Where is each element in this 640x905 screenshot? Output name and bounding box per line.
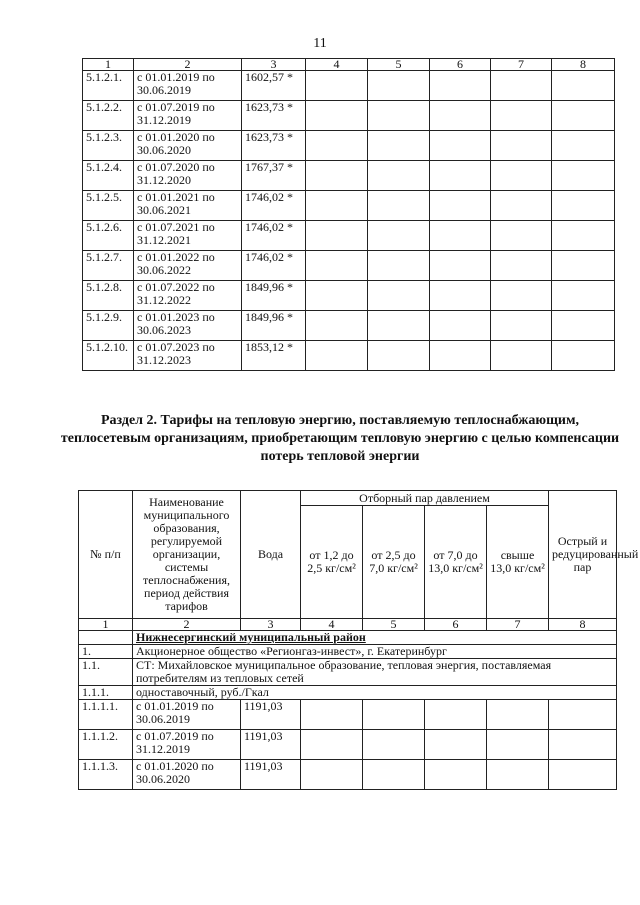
col-number: 8: [552, 59, 615, 71]
table-row: [83, 191, 615, 221]
empty-cell: [430, 161, 491, 191]
empty-cell: [491, 221, 552, 251]
empty-cell: [368, 341, 430, 371]
empty-cell: [552, 251, 615, 281]
row-value: 1191,03: [241, 700, 301, 730]
row-id: 1.1.1.3.: [79, 760, 133, 790]
empty-cell: [301, 760, 363, 790]
system-id: 1.1.: [79, 659, 133, 686]
column-number-row: [83, 59, 615, 71]
header-sharp-steam: Острый и редуцированный пар: [549, 491, 617, 619]
empty-cell: [487, 760, 549, 790]
empty-cell: [425, 700, 487, 730]
empty-cell: [430, 251, 491, 281]
empty-cell: [552, 221, 615, 251]
empty-cell: [552, 281, 615, 311]
row-id: 5.1.2.1.: [83, 71, 134, 101]
page-number: 11: [313, 36, 327, 51]
empty-cell: [430, 281, 491, 311]
empty-cell: [363, 760, 425, 790]
empty-cell: [430, 101, 491, 131]
row-period: с 01.01.2019 по 30.06.2019: [133, 700, 241, 730]
row-period: с 01.07.2021 по 31.12.2021: [134, 221, 242, 251]
row-period: с 01.07.2020 по 31.12.2020: [134, 161, 242, 191]
empty-cell: [363, 730, 425, 760]
header-name: Наименование муниципального образования, регулируемой организации, системы теплоснабжения, период действия тарифов: [133, 491, 241, 619]
table-row: [83, 221, 615, 251]
system-name: СТ: Михайловское муниципальное образование, тепловая энергия, поставляемая потребителям из тепловых сетей: [133, 659, 617, 686]
table-row: [83, 311, 615, 341]
empty-cell: [368, 161, 430, 191]
row-value: 1746,02 *: [242, 251, 306, 281]
col-number: 1: [79, 619, 133, 631]
empty-cell: [430, 341, 491, 371]
header-steam-4: свыше 13,0 кг/см²: [487, 506, 549, 619]
row-id: 5.1.2.7.: [83, 251, 134, 281]
empty-cell: [306, 71, 368, 101]
row-period: с 01.01.2020 по 30.06.2020: [134, 131, 242, 161]
org-name: Акционерное общество «Регионгаз-инвест», г. Екатеринбург: [133, 645, 617, 659]
empty-cell: [306, 221, 368, 251]
row-period: с 01.01.2022 по 30.06.2022: [134, 251, 242, 281]
row-value: 1849,96 *: [242, 311, 306, 341]
row-id: 1.1.1.1.: [79, 700, 133, 730]
col-number: 8: [549, 619, 617, 631]
empty-cell: [487, 700, 549, 730]
table-row: [83, 251, 615, 281]
empty-cell: [491, 71, 552, 101]
row-period: с 01.07.2022 по 31.12.2022: [134, 281, 242, 311]
empty-cell: [368, 101, 430, 131]
row-period: с 01.07.2019 по 31.12.2019: [134, 101, 242, 131]
row-period: с 01.01.2019 по 30.06.2019: [134, 71, 242, 101]
tariff-table-continued: [82, 58, 615, 371]
col-number: 1: [83, 59, 134, 71]
header-steam-group: Отборный пар давлением: [301, 491, 549, 506]
col-number: 2: [133, 619, 241, 631]
row-id: 1.1.1.2.: [79, 730, 133, 760]
col-number: 3: [242, 59, 306, 71]
table-row: [83, 341, 615, 371]
table-row: [83, 281, 615, 311]
column-number-row: [79, 619, 617, 631]
empty-cell: [368, 251, 430, 281]
empty-cell: [430, 221, 491, 251]
row-id: 5.1.2.3.: [83, 131, 134, 161]
row-period: с 01.07.2019 по 31.12.2019: [133, 730, 241, 760]
col-number: 7: [491, 59, 552, 71]
empty-cell: [368, 191, 430, 221]
empty-cell: [491, 281, 552, 311]
row-id: 5.1.2.8.: [83, 281, 134, 311]
empty-cell: [491, 251, 552, 281]
district-name: Нижнесергинский муниципальный район: [133, 631, 617, 645]
empty-cell: [368, 221, 430, 251]
empty-cell: [306, 191, 368, 221]
empty-cell: [430, 311, 491, 341]
row-period: с 01.01.2023 по 30.06.2023: [134, 311, 242, 341]
row-period: с 01.07.2023 по 31.12.2023: [134, 341, 242, 371]
row-value: 1191,03: [241, 760, 301, 790]
empty-cell: [425, 760, 487, 790]
empty-cell: [301, 730, 363, 760]
empty-cell: [430, 191, 491, 221]
empty-cell: [368, 131, 430, 161]
empty-cell: [306, 251, 368, 281]
empty-cell: [306, 341, 368, 371]
row-id: 5.1.2.9.: [83, 311, 134, 341]
table-row: [83, 101, 615, 131]
table-row: [83, 71, 615, 101]
empty-cell: [552, 71, 615, 101]
col-number: 5: [363, 619, 425, 631]
col-number: 6: [430, 59, 491, 71]
row-value: 1767,37 *: [242, 161, 306, 191]
table-row: [83, 131, 615, 161]
col-number: 5: [368, 59, 430, 71]
table-row: [79, 760, 617, 790]
table-row: [79, 700, 617, 730]
empty-cell: [491, 311, 552, 341]
empty-cell: [306, 161, 368, 191]
empty-cell: [491, 191, 552, 221]
header-num: № п/п: [79, 491, 133, 619]
empty-cell: [491, 161, 552, 191]
empty-cell: [552, 341, 615, 371]
row-value: 1623,73 *: [242, 101, 306, 131]
empty-cell: [552, 161, 615, 191]
row-id: 5.1.2.4.: [83, 161, 134, 191]
row-period: с 01.01.2021 по 30.06.2021: [134, 191, 242, 221]
row-value: 1191,03: [241, 730, 301, 760]
empty-cell: [491, 131, 552, 161]
empty-cell: [368, 71, 430, 101]
row-value: 1746,02 *: [242, 191, 306, 221]
empty-cell: [491, 101, 552, 131]
empty-cell: [487, 730, 549, 760]
header-steam-2: от 2,5 до 7,0 кг/см²: [363, 506, 425, 619]
row-id: 5.1.2.5.: [83, 191, 134, 221]
empty-cell: [552, 311, 615, 341]
table-row: [83, 161, 615, 191]
empty-cell: [552, 101, 615, 131]
section-2-title: Раздел 2. Тарифы на тепловую энергию, поставляемую теплоснабжающим, теплосетевым организациям, приобретающим тепловую энергию с целью компенсации потерь тепловой энергии: [60, 413, 620, 464]
empty-cell: [549, 700, 617, 730]
row-value: 1602,57 *: [242, 71, 306, 101]
empty-cell: [306, 101, 368, 131]
col-number: 4: [306, 59, 368, 71]
row-period: с 01.01.2020 по 30.06.2020: [133, 760, 241, 790]
header-steam-3: от 7,0 до 13,0 кг/см²: [425, 506, 487, 619]
empty-cell: [306, 281, 368, 311]
row-value: 1849,96 *: [242, 281, 306, 311]
empty-cell: [552, 131, 615, 161]
header-water: Вода: [241, 491, 301, 619]
empty-cell: [430, 71, 491, 101]
col-number: 6: [425, 619, 487, 631]
rate-name: одноставочный, руб./Гкал: [133, 686, 617, 700]
rate-id: 1.1.1.: [79, 686, 133, 700]
empty-cell: [368, 311, 430, 341]
empty-cell: [425, 730, 487, 760]
header-steam-1: от 1,2 до 2,5 кг/см²: [301, 506, 363, 619]
row-value: 1746,02 *: [242, 221, 306, 251]
empty-cell: [430, 131, 491, 161]
row-value: 1853,12 *: [242, 341, 306, 371]
org-id: 1.: [79, 645, 133, 659]
empty-cell: [549, 730, 617, 760]
row-id: 5.1.2.6.: [83, 221, 134, 251]
row-id: 5.1.2.10.: [83, 341, 134, 371]
empty-cell: [368, 281, 430, 311]
empty-cell: [549, 760, 617, 790]
empty-cell: [301, 700, 363, 730]
empty-cell: [306, 131, 368, 161]
row-value: 1623,73 *: [242, 131, 306, 161]
tariff-table-section-2: [78, 490, 639, 790]
table-row: [79, 730, 617, 760]
empty-cell: [306, 311, 368, 341]
empty-cell: [491, 341, 552, 371]
empty-cell: [363, 700, 425, 730]
col-number: 2: [134, 59, 242, 71]
col-number: 7: [487, 619, 549, 631]
col-number: 3: [241, 619, 301, 631]
empty-cell: [552, 191, 615, 221]
row-id: 5.1.2.2.: [83, 101, 134, 131]
col-number: 4: [301, 619, 363, 631]
